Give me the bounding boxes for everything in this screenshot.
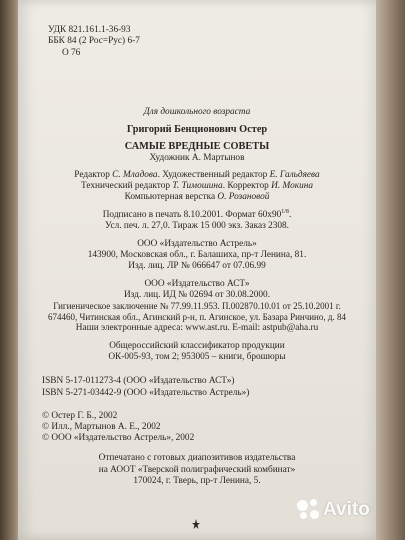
publisher-ast-license: Изд. лиц. ИД № 02694 от 30.08.2000. xyxy=(123,290,271,300)
isbn-astrel: ISBN 5-271-03442-9 (ООО «Издательство Астрель») xyxy=(42,388,250,398)
copyright-publisher: © ООО «Издательство Астрель», 2002 xyxy=(42,433,195,443)
copyright-illustrator: © Илл., Мартынов А. Е., 2002 xyxy=(42,422,161,432)
credits-layout: Компьютерная верстка О. Розановой xyxy=(124,192,270,202)
hygiene-certificate: Гигиеническое заключение № 77.99.11.953. П.002870.10.01 от 25.10.2001 г. xyxy=(53,301,341,311)
publisher-ast-email: Наши электронные адреса: www.ast.ru. E-mail: astpub@aha.ru xyxy=(75,323,319,333)
publisher-ast: ООО «Издательство АСТ» xyxy=(144,279,250,289)
avito-wordmark: Avito xyxy=(323,499,370,520)
classifier-title: Общероссийский классификатор продукции xyxy=(109,341,285,351)
book-title: САМЫЕ ВРЕДНЫЕ СОВЕТЫ xyxy=(124,141,270,152)
copyright-author: © Остер Г. Б., 2002 xyxy=(42,411,118,421)
classifier-code: ОК-005-93, том 2; 953005 – книги, брошюры xyxy=(108,352,286,362)
udk-code: УДК 821.161.1-36-93 xyxy=(48,25,131,35)
publisher-ast-address: 674460, Читинская обл., Агинский р-н, п. Агинское, ул. Базара Ринчино, д. 84 xyxy=(48,312,346,322)
print-run: Усл. печ. л. 27,0. Тираж 15 000 экз. Заказ 2308. xyxy=(104,221,290,231)
imprint-page xyxy=(18,0,376,540)
isbn-ast: ISBN 5-17-011273-4 (ООО «Издательство АСТ») xyxy=(42,376,235,386)
credits-tech: Технический редактор Т. Тимошина. Корректор И. Мокина xyxy=(81,181,313,191)
print-signed: Подписано в печать 8.10.2001. Формат $60х90^{1/8}$. xyxy=(102,208,292,220)
author-mark: О 76 xyxy=(62,48,81,58)
audience-note: Для дошкольного возраста xyxy=(143,107,251,117)
publisher-astrel-license: Изд. лиц. ЛР № 066647 от 07.06.99 xyxy=(128,261,266,271)
illustrator: Художник А. Мартынов xyxy=(149,153,245,163)
avito-logo-icon xyxy=(297,499,319,521)
author-name: Григорий Бенционович Остер xyxy=(126,124,268,135)
printer-ornament xyxy=(192,519,200,533)
publisher-astrel-address: 143900, Московская обл., г. Балашиха, пр-т Ленина, 81. xyxy=(87,250,307,260)
printer-address: 170024, г. Тверь, пр-т Ленина, 5. xyxy=(133,476,261,486)
printer-note: Отпечатано с готовых диапозитивов издательства xyxy=(98,453,296,463)
bbk-code: ББК 84 (2 Рос=Рус) 6-7 xyxy=(48,36,140,46)
printer-name: на АООТ «Тверской полиграфический комбинат» xyxy=(98,465,296,475)
avito-watermark xyxy=(297,499,370,521)
credits-editors: Редактор С. Младова. Художественный редактор Е. Гальдяева xyxy=(74,170,320,180)
publisher-astrel: ООО «Издательство Астрель» xyxy=(137,239,257,249)
